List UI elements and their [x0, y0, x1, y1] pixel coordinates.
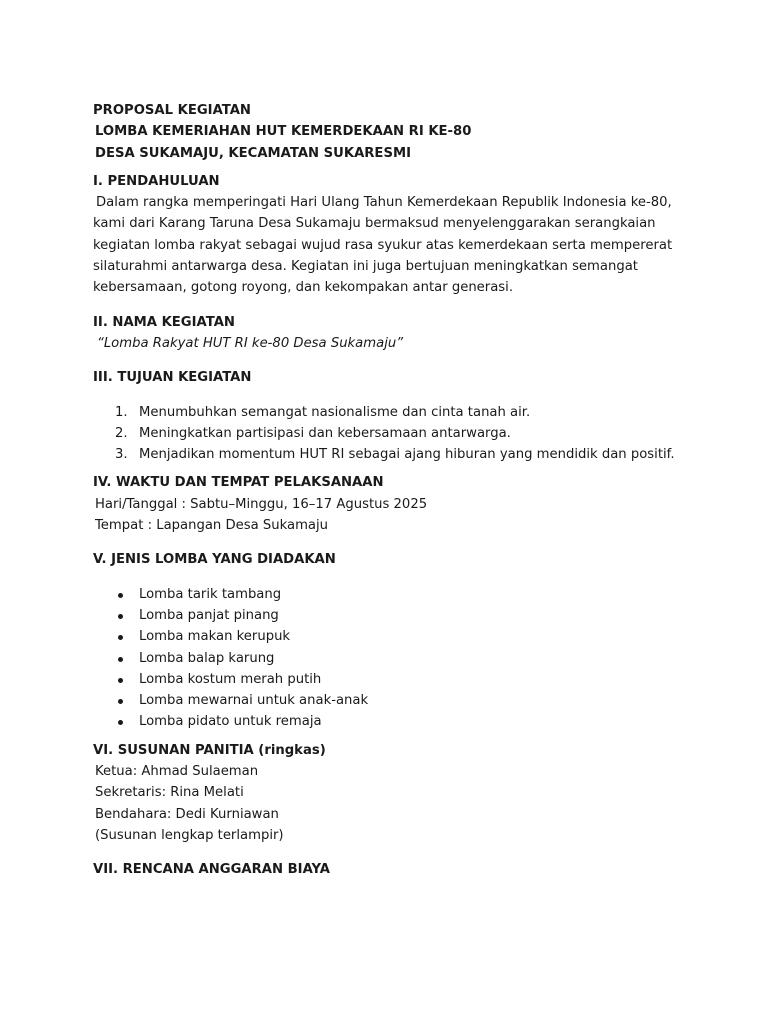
location-title: DESA SUKAMAJU, KECAMATAN SUKARESMI	[95, 145, 411, 161]
list-item-text: Menjadikan momentum HUT RI sebagai ajang hiburan yang mendidik dan positif.	[139, 447, 675, 463]
paragraph-line: kebersamaan, gotong royong, dan kekompakan antar generasi.	[93, 280, 514, 296]
list-item-text: Lomba makan kerupuk	[139, 629, 291, 645]
place-info: Tempat : Lapangan Desa Sukamaju	[95, 518, 329, 534]
bullet-icon	[118, 593, 123, 598]
section-heading-tujuan: III. TUJUAN KEGIATAN	[93, 370, 252, 386]
list-item	[93, 444, 703, 465]
list-item	[93, 690, 703, 711]
paragraph-line: kami dari Karang Taruna Desa Sukamaju bermaksud menyelenggarakan serangkaian	[93, 216, 656, 232]
section-heading-nama-kegiatan: II. NAMA KEGIATAN	[93, 314, 235, 330]
bullet-icon	[118, 678, 123, 683]
list-item-text: Lomba kostum merah putih	[139, 671, 322, 687]
list-item-text: Meningkatkan partisipasi dan kebersamaan antarwarga.	[139, 425, 511, 441]
list-number: 1.	[115, 404, 128, 420]
section-heading-waktu-tempat: IV. WAKTU DAN TEMPAT PELAKSANAAN	[93, 475, 384, 491]
bullet-icon	[118, 657, 123, 662]
paragraph-line: Dalam rangka memperingati Hari Ulang Tahun Kemerdekaan Republik Indonesia ke-80,	[96, 195, 672, 211]
list-item-text: Lomba tarik tambang	[139, 586, 282, 602]
document-content	[93, 100, 703, 881]
list-number: 3.	[115, 447, 128, 463]
list-item	[93, 402, 703, 423]
list-item-text: Lomba panjat pinang	[139, 607, 279, 623]
list-item	[93, 711, 703, 732]
tujuan-list	[93, 402, 703, 466]
section-heading-panitia: VI. SUSUNAN PANITIA (ringkas)	[93, 742, 326, 758]
list-number: 2.	[115, 425, 128, 441]
bullet-icon	[118, 720, 123, 725]
panitia-sekretaris: Sekretaris: Rina Melati	[95, 785, 244, 801]
list-item-text: Menumbuhkan semangat nasionalisme dan cinta tanah air.	[139, 404, 531, 420]
date-info: Hari/Tanggal : Sabtu–Minggu, 16–17 Agustus 2025	[95, 496, 428, 512]
list-item	[93, 605, 703, 626]
list-item-text: Lomba mewarnai untuk anak-anak	[139, 693, 369, 709]
list-item	[93, 584, 703, 605]
panitia-bendahara: Bendahara: Dedi Kurniawan	[95, 806, 279, 822]
panitia-ketua: Ketua: Ahmad Sulaeman	[95, 764, 259, 780]
list-item	[93, 423, 703, 444]
lomba-list	[93, 584, 703, 733]
paragraph-line: kegiatan lomba rakyat sebagai wujud rasa syukur atas kemerdekaan serta mempererat	[93, 237, 673, 253]
list-item	[93, 669, 703, 690]
list-item-text: Lomba pidato untuk remaja	[139, 714, 322, 730]
pendahuluan-paragraph	[93, 192, 703, 298]
bullet-icon	[118, 614, 123, 619]
section-heading-anggaran: VII. RENCANA ANGGARAN BIAYA	[93, 862, 331, 878]
paragraph-line: silaturahmi antarwarga desa. Kegiatan ini juga bertujuan meningkatkan semangat	[93, 259, 638, 275]
list-item	[93, 626, 703, 647]
proposal-title: PROPOSAL KEGIATAN	[93, 103, 251, 118]
list-item	[93, 648, 703, 669]
bullet-icon	[118, 699, 123, 704]
section-heading-pendahuluan: I. PENDAHULUAN	[93, 173, 220, 189]
panitia-note: (Susunan lengkap terlampir)	[95, 827, 284, 843]
bullet-icon	[118, 635, 123, 640]
list-item-text: Lomba balap karung	[139, 650, 275, 666]
event-name: “Lomba Rakyat HUT RI ke-80 Desa Sukamaju”	[97, 335, 404, 351]
section-heading-jenis-lomba: V. JENIS LOMBA YANG DIADAKAN	[93, 552, 336, 568]
event-title: LOMBA KEMERIAHAN HUT KEMERDEKAAN RI KE-80	[95, 124, 472, 140]
